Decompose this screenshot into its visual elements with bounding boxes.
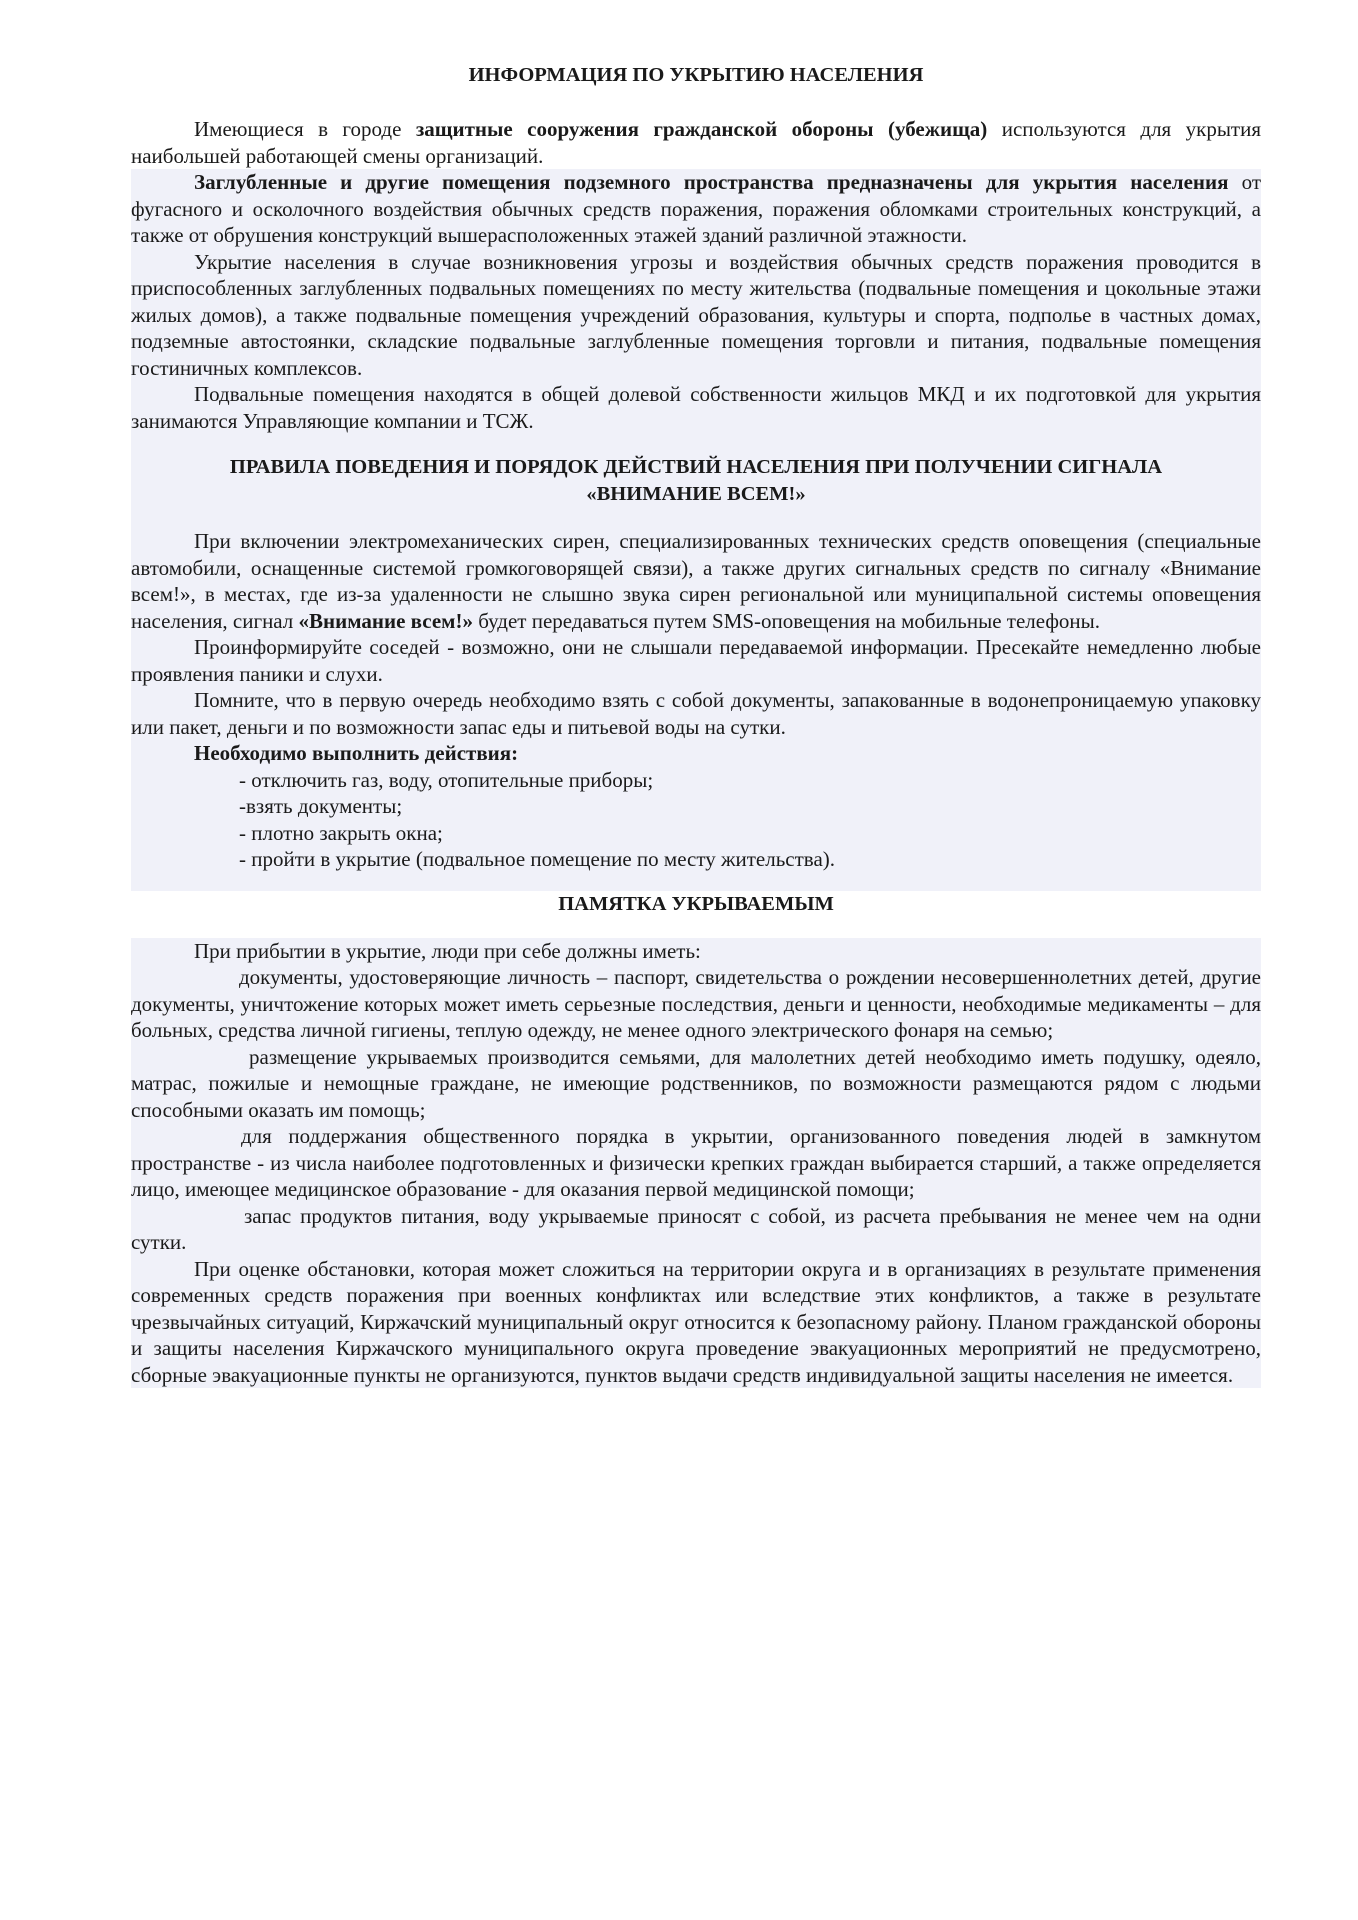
paragraph-sirens-text-a: При включении электромеханических сирен, специализированных технических средств оповещения (специальные автомобили, оснащенные системой громкоговорящей связи), а также других сигнальных средств по сигналу «Внимание всем!», в местах, где из-за удаленности не слышно звука сирен региональной или муниципальной системы оповещения населения, сигнал: [131, 529, 1261, 633]
paragraph-arrival: При прибытии в укрытие, люди при себе должны иметь:: [194, 938, 701, 963]
actions-lead: Необходимо выполнить действия:: [194, 741, 519, 765]
paragraph-underground: [131, 169, 1261, 249]
shaded-section-2: [131, 938, 1261, 1389]
document-title: ИНФОРМАЦИЯ ПО УКРЫТИЮ НАСЕЛЕНИЯ: [468, 64, 924, 86]
section-heading-signal: [131, 454, 1261, 508]
paragraph-shelters-text-a: Имеющиеся в городе: [194, 117, 416, 141]
paragraph-public-order: для поддержания общественного порядка в укрытии, организованного поведения людей в замкнутом пространстве - из числа наиболее подготовленных и физически крепких граждан выбирается старший, а также определяется лицо, имеющее медицинское образование - для оказания первой медицинской помощи;: [131, 1124, 1261, 1201]
paragraph-underground-bold: Заглубленные и другие помещения подземного пространства предназначены для укрытия населения: [194, 170, 1229, 194]
paragraph-underground-text: от фугасного и осколочного воздействия обычных средств поражения, поражения обломками строительных конструкций, а также от обрушения конструкций вышерасположенных этажей зданий различной этажности.: [131, 170, 1261, 247]
paragraph-bring-documents: документы, удостоверяющие личность – паспорт, свидетельства о рождении несовершеннолетних детей, другие документы, уничтожение которых может иметь серьезные последствия, деньги и ценности, необходимые медикаменты – для больных, средства личной гигиены, теплую одежду, не менее одного электрического фонаря на семью;: [131, 965, 1261, 1042]
paragraph-documents: Помните, что в первую очередь необходимо взять с собой документы, запакованные в водонепроницаемую упаковку или пакет, деньги и по возможности запас еды и питьевой воды на сутки.: [131, 688, 1261, 739]
paragraph-shelters: [131, 116, 1261, 169]
paragraph-basement-ownership: Подвальные помещения находятся в общей долевой собственности жильцов МКД и их подготовкой для укрытия занимаются Управляющие компании и ТСЖ.: [131, 382, 1261, 433]
paragraph-assessment: При оценке обстановки, которая может сложиться на территории округа и в организациях в результате применения современных средств поражения при военных конфликтах или вследствие этих конфликтов, а также в результате чрезвычайных ситуаций, Киржачский муниципальный округ относится к безопасному району. Планом гражданской обороны и защиты населения Киржачского муниципального округа проведение эвакуационных мероприятий не предусмотрено, сборные эвакуационные пункты не организуются, пунктов выдачи средств индивидуальной защиты населения не имеется.: [131, 1256, 1261, 1387]
paragraph-sirens-text-c: будет передаваться путем SMS-оповещения на мобильные телефоны.: [472, 608, 1101, 633]
paragraph-food-supply: запас продуктов питания, воду укрываемые приносят с собой, из расчета пребывания не менее чем на одни сутки.: [131, 1203, 1261, 1254]
shaded-section-1: [131, 169, 1261, 891]
paragraph-inform-neighbors: Проинформируйте соседей - возможно, они не слышали передаваемой информации. Пресекайте немедленно любые проявления паники и слухи.: [131, 635, 1261, 686]
section-heading-signal-line1: ПРАВИЛА ПОВЕДЕНИЯ И ПОРЯДОК ДЕЙСТВИЙ НАСЕЛЕНИЯ ПРИ ПОЛУЧЕНИИ СИГНАЛА: [229, 456, 1163, 478]
action-item: -взять документы;: [239, 794, 403, 818]
paragraph-sirens: [131, 528, 1261, 634]
action-item: - пройти в укрытие (подвальное помещение по месту жительства).: [239, 847, 836, 871]
paragraph-sirens-bold: «Внимание всем!»: [298, 608, 473, 633]
action-item: - плотно закрыть окна;: [239, 820, 443, 845]
paragraph-shelter-locations: Укрытие населения в случае возникновения угрозы и воздействия обычных средств поражения проводится в приспособленных заглубленных подвальных помещениях по месту жительства (подвальные помещения и цокольные этажи жилых домов), а также подвальные помещения учреждений образования, культуры и спорта, подполье в частных домах, подземные автостоянки, складские подвальные заглубленные помещения торговли и питания, подвальные помещения гостиничных комплексов.: [131, 249, 1261, 380]
section-heading-memo: ПАМЯТКА УКРЫВАЕМЫМ: [558, 892, 834, 915]
paragraph-shelters-text-c: используются для укрытия наибольшей работающей смены организаций.: [131, 117, 1262, 168]
paragraph-placement: размещение укрываемых производится семьями, для малолетних детей необходимо иметь подушку, одеяло, матрас, пожилые и немощные граждане, не имеющие родственников, по возможности размещаются рядом с людьми способными оказать им помощь;: [131, 1044, 1261, 1122]
paragraph-shelters-bold: защитные сооружения гражданской обороны (убежища): [415, 117, 988, 141]
action-item: - отключить газ, воду, отопительные приборы;: [239, 767, 654, 792]
section-heading-signal-line2: «ВНИМАНИЕ ВСЕМ!»: [586, 483, 806, 505]
document-body: [131, 62, 1261, 1388]
